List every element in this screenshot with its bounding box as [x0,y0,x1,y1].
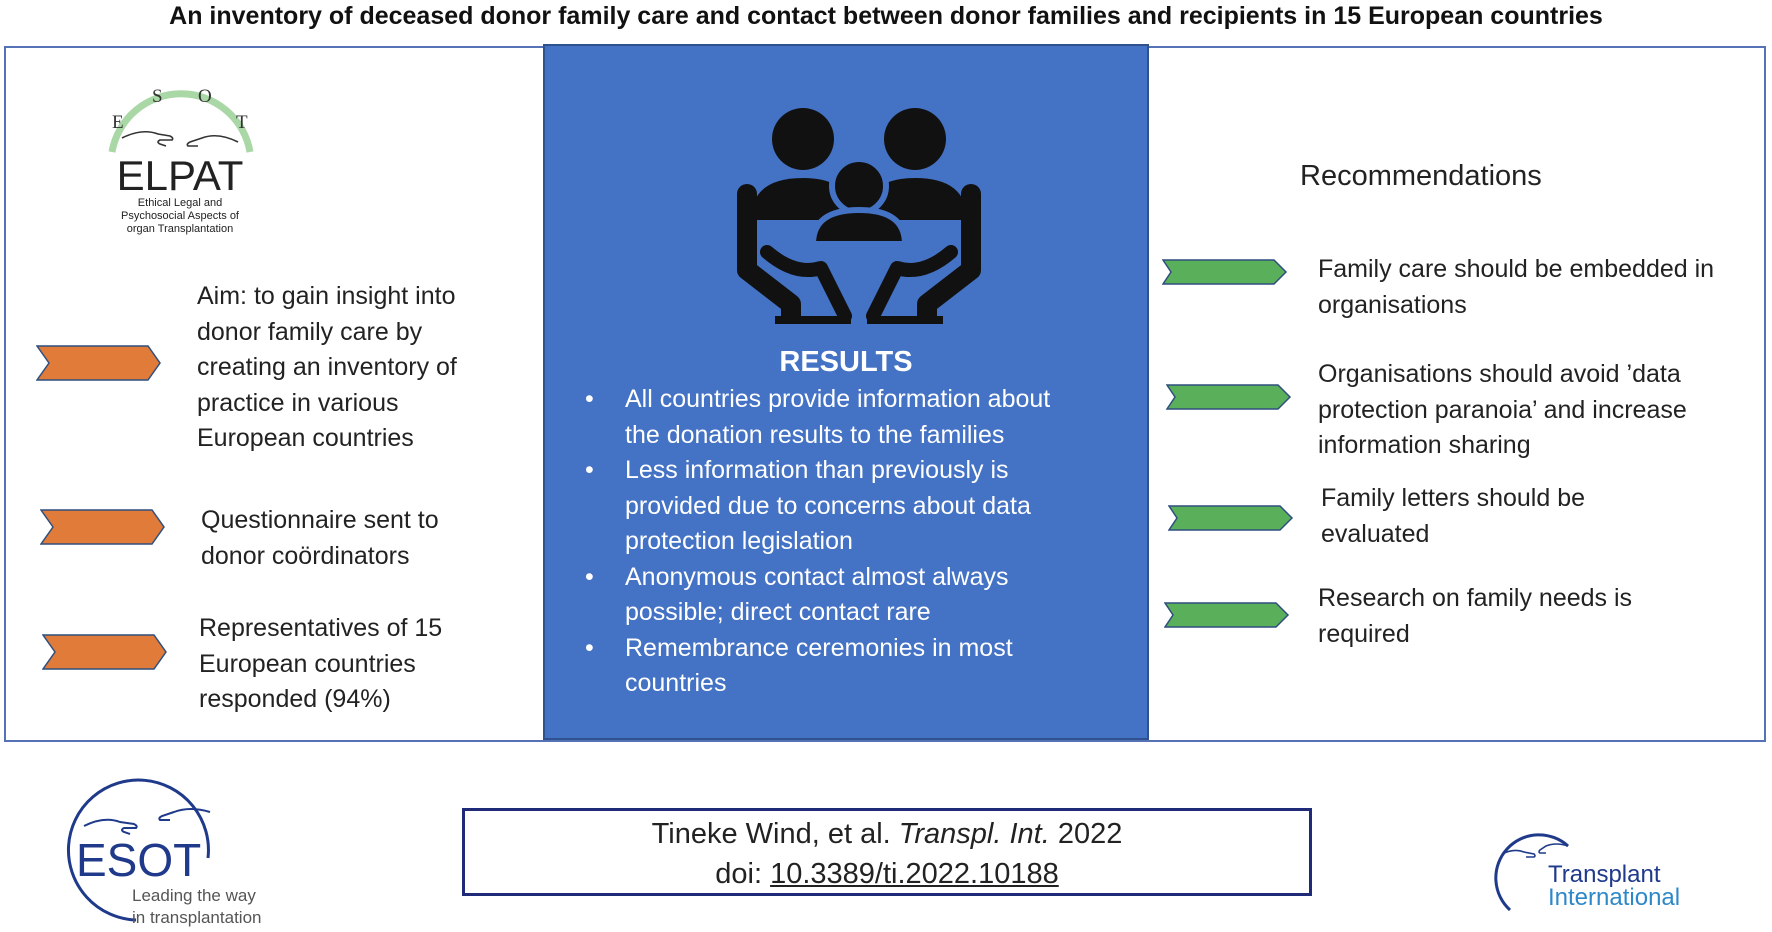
esot-tagline-1: Leading the way [132,886,256,905]
recommendation-item: Organisations should avoid ’data protection paranoia’ and increase information sharing [1318,360,1687,459]
elpat-tagline-1: Ethical Legal and [137,197,223,209]
doi-label: doi: [715,858,763,890]
elpat-name: ELPAT [116,152,244,199]
orange-arrow-icon [36,345,162,381]
citation-line [465,814,1309,854]
results-item: • All countries provide information about the donation results to the families [579,382,1119,453]
recommendation-item: Family letters should be evaluated [1321,484,1586,548]
results-list [579,382,1119,702]
results-title: RESULTS [779,346,913,378]
elpat-arc-letter-e: E [112,112,124,133]
representatives-text: Representatives of 15 European countries responded (94%) [199,614,443,713]
esot-tagline-2: in transplantation [132,908,262,927]
doi-line [465,854,1309,894]
doi-link[interactable]: 10.3389/ti.2022.10188 [770,858,1059,890]
elpat-arc-letter-s: S [152,86,163,107]
elpat-arc-letter-t: T [236,112,248,133]
results-item: • Remembrance ceremonies in most countries [579,631,1119,702]
transplant-international-logo [1490,810,1750,920]
recommendation-item: Research on family needs is required [1318,584,1633,648]
citation-journal: Transpl. Int. [898,818,1050,850]
citation-authors: Tineke Wind, et al. [651,818,891,850]
green-arrow-icon [1164,602,1290,628]
orange-arrow-icon [42,634,168,670]
elpat-arc-letter-o: O [198,86,212,107]
family-hands-icon [733,102,985,324]
page-title: An inventory of deceased donor family care and contact between donor families and recipients in 15 European countries [169,2,1603,30]
orange-arrow-icon [40,509,166,545]
reaching-hands-icon [122,132,238,146]
green-arrow-icon [1166,384,1292,410]
green-arrow-icon [1168,505,1294,531]
citation-box [462,808,1312,896]
questionnaire-text: Questionnaire sent to donor coördinators [201,506,439,570]
green-arrow-icon [1162,259,1288,285]
recommendations-heading: Recommendations [1300,160,1542,192]
citation-year: 2022 [1057,818,1123,850]
reaching-hands-icon [84,809,210,834]
esot-name: ESOT [76,834,202,886]
elpat-tagline-3: organ Transplantation [126,223,234,235]
ti-line-2: International [1548,884,1681,911]
results-item: • Less information than previously is provided due to concerns about data protection legislation [579,453,1119,560]
ti-line-1: Transplant [1548,861,1661,888]
elpat-tagline-2: Psychosocial Aspects of [120,210,240,222]
aim-text: Aim: to gain insight into donor family care by creating an inventory of practice in various European countries [197,282,457,452]
results-panel [543,44,1149,740]
recommendation-item: Family care should be embedded in organisations [1318,255,1715,319]
esot-logo [60,760,320,932]
elpat-logo [100,80,260,240]
results-item: • Anonymous contact almost always possible; direct contact rare [579,560,1119,631]
